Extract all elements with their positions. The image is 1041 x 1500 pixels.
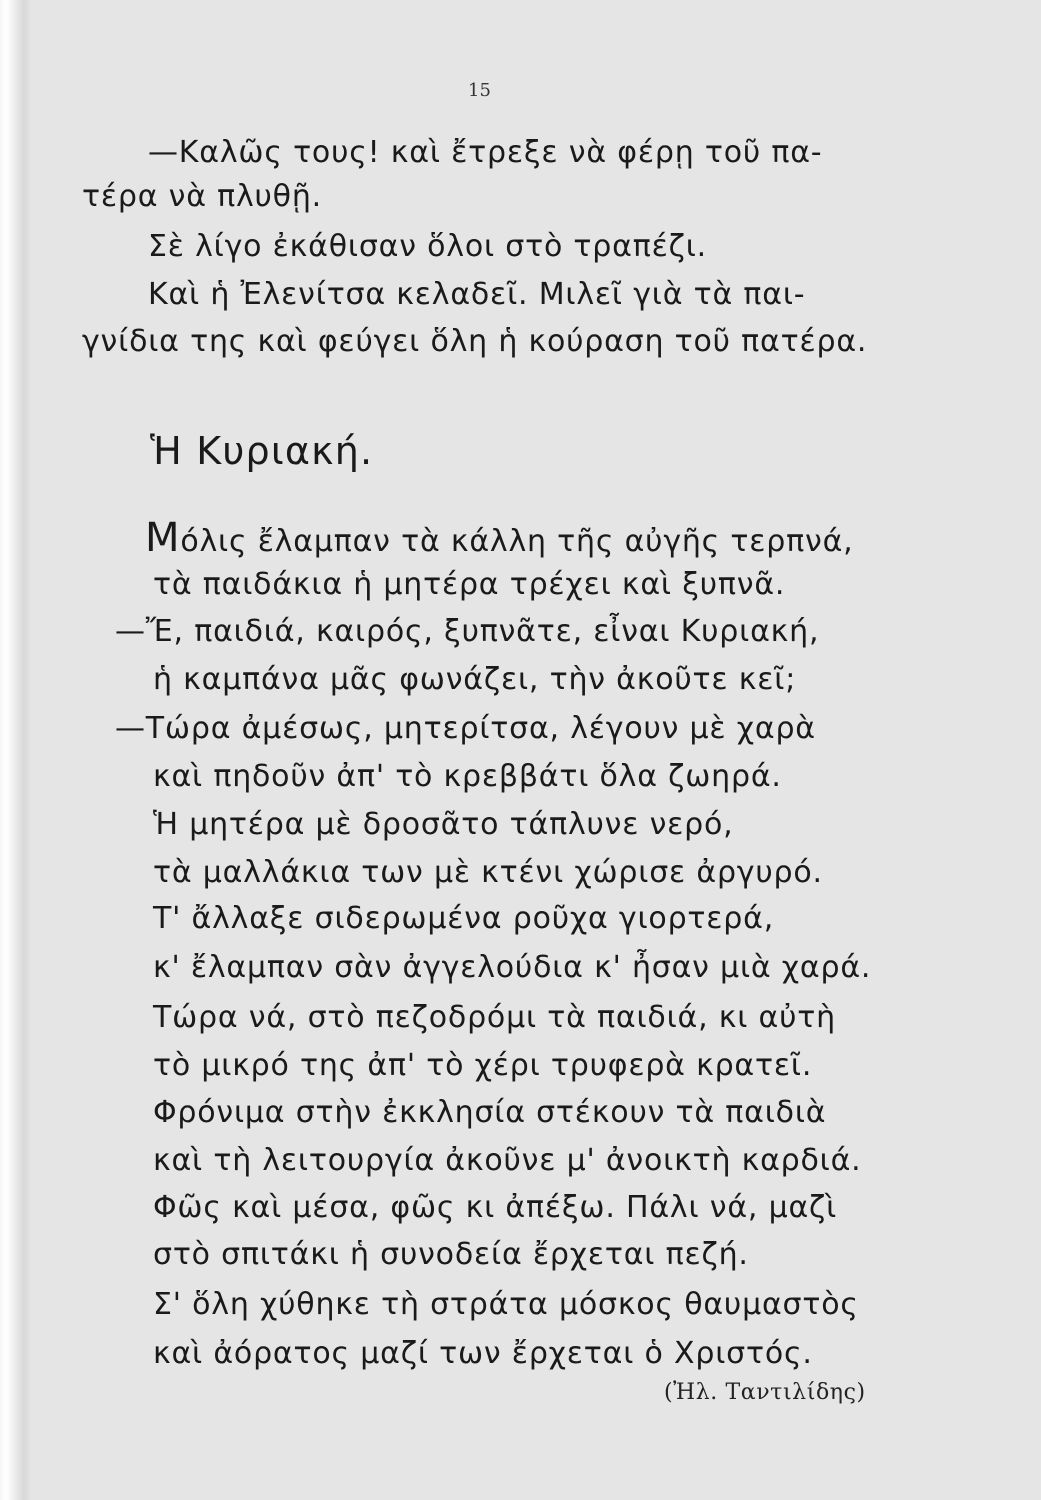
poem-first-line-text: όλις ἔλαμπαν τὰ κάλλη τῆς αὐγῆς τερπνά, (180, 524, 854, 559)
poem-line: Φῶς καὶ μέσα, φῶς κι ἀπέξω. Πάλι νά, μαζὶ (153, 1190, 838, 1225)
prose-line: Σὲ λίγο ἐκάθισαν ὅλοι στὸ τραπέζι. (148, 229, 707, 264)
poem-line: Τ' ἄλλαξε σιδερωμένα ροῦχα γιορτερά, (153, 901, 775, 936)
poem-line: καὶ τὴ λειτουργία ἀκοῦνε μ' ἀνοικτὴ καρδιά. (153, 1143, 862, 1178)
author-signature: (Ἠλ. Ταντιλίδης) (664, 1380, 866, 1405)
page-number: 15 (468, 80, 491, 101)
poem-line: ἡ καμπάνα μᾶς φωνάζει, τὴν ἀκοῦτε κεῖ; (153, 662, 797, 697)
poem-line: τὸ μικρό της ἀπ' τὸ χέρι τρυφερὰ κρατεῖ. (153, 1048, 813, 1083)
poem-line: κ' ἔλαμπαν σὰν ἀγγελούδια κ' ἦσαν μιὰ χαρά. (153, 950, 872, 985)
prose-line: —Καλῶς τους! καὶ ἔτρεξε νὰ φέρῃ τοῦ πα- (148, 135, 823, 170)
page-binding-edge (0, 0, 30, 1500)
poem-line: Φρόνιμα στὴν ἐκκλησία στέκουν τὰ παιδιὰ (153, 1095, 827, 1130)
prose-line: Καὶ ἡ Ἐλενίτσα κελαδεῖ. Μιλεῖ γιὰ τὰ παι- (148, 277, 806, 312)
prose-line: γνίδια της καὶ φεύγει ὅλη ἡ κούραση τοῦ πατέρα. (82, 324, 868, 359)
poem-line: Ἡ μητέρα μὲ δροσᾶτο τάπλυνε νερό, (153, 807, 734, 842)
poem-first-line (145, 515, 854, 561)
poem-line: —Ἔ, παιδιά, καιρός, ξυπνᾶτε, εἶναι Κυριακή, (115, 614, 820, 649)
poem-line: τὰ παιδάκια ἡ μητέρα τρέχει καὶ ξυπνᾶ. (153, 567, 786, 602)
poem-line: στὸ σπιτάκι ἡ συνοδεία ἔρχεται πεζή. (153, 1237, 749, 1272)
poem-line: καὶ ἀόρατος μαζί των ἔρχεται ὁ Χριστός. (153, 1336, 813, 1371)
poem-line: τὰ μαλλάκια των μὲ κτένι χώρισε ἀργυρό. (153, 855, 823, 890)
section-heading: Ἡ Κυριακή. (150, 429, 374, 473)
prose-line: τέρα νὰ πλυθῇ. (82, 179, 322, 214)
poem-line: Σ' ὅλη χύθηκε τὴ στράτα μόσκος θαυμαστὸς (153, 1287, 859, 1322)
poem-line: καὶ πηδοῦν ἀπ' τὸ κρεββάτι ὅλα ζωηρά. (153, 759, 782, 794)
poem-drop-cap: Μ (145, 515, 181, 561)
poem-line: Τώρα νά, στὸ πεζοδρόμι τὰ παιδιά, κι αὐτὴ (153, 1000, 836, 1035)
poem-line: —Τώρα ἀμέσως, μητερίτσα, λέγουν μὲ χαρὰ (115, 711, 816, 746)
